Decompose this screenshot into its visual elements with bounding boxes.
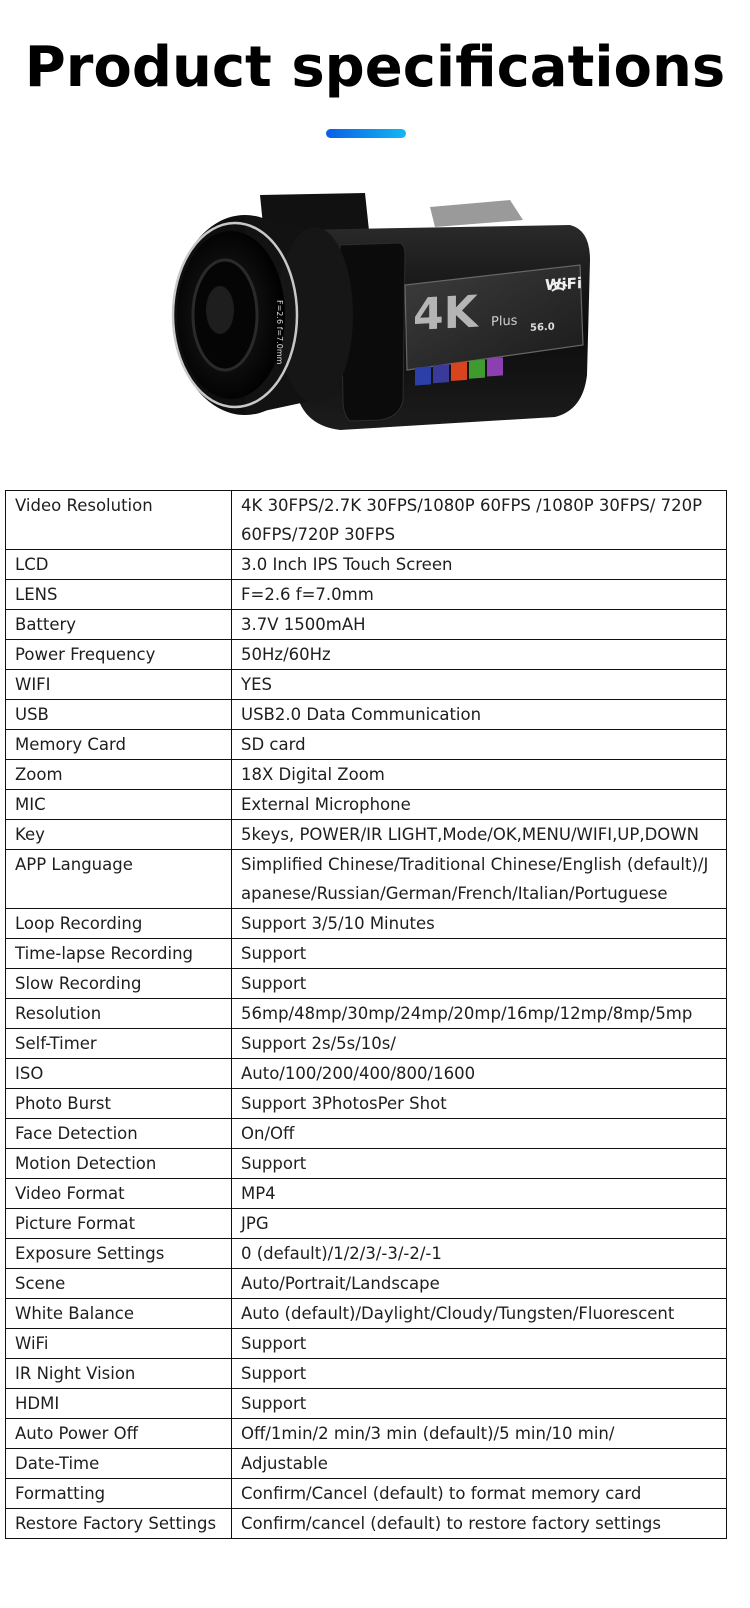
- spec-row: [6, 580, 727, 610]
- spec-label: IR Night Vision: [6, 1359, 232, 1389]
- spec-value: Support: [232, 1389, 727, 1419]
- spec-value: Support 3/5/10 Minutes: [232, 909, 727, 939]
- spec-row: [6, 939, 727, 969]
- spec-value: 0 (default)/1/2/3/-3/-2/-1: [232, 1239, 727, 1269]
- spec-value: 56mp/48mp/30mp/24mp/20mp/16mp/12mp/8mp/5mp: [232, 999, 727, 1029]
- spec-value: MP4: [232, 1179, 727, 1209]
- spec-row: [6, 1269, 727, 1299]
- spec-value: Auto (default)/Daylight/Cloudy/Tungsten/Fluorescent: [232, 1299, 727, 1329]
- spec-value: Auto/Portrait/Landscape: [232, 1269, 727, 1299]
- spec-value: Off/1min/2 min/3 min (default)/5 min/10 min/: [232, 1419, 727, 1449]
- spec-label: Resolution: [6, 999, 232, 1029]
- spec-label: Self-Timer: [6, 1029, 232, 1059]
- spec-value: External Microphone: [232, 790, 727, 820]
- spec-label: WIFI: [6, 670, 232, 700]
- spec-label: Picture Format: [6, 1209, 232, 1239]
- spec-label: Slow Recording: [6, 969, 232, 999]
- spec-label: USB: [6, 700, 232, 730]
- spec-row: [6, 1239, 727, 1269]
- spec-value: Auto/100/200/400/800/1600: [232, 1059, 727, 1089]
- spec-value: Support: [232, 939, 727, 969]
- spec-label: Time-lapse Recording: [6, 939, 232, 969]
- spec-row: [6, 491, 727, 550]
- spec-row: [6, 1059, 727, 1089]
- spec-row: [6, 550, 727, 580]
- spec-label: Battery: [6, 610, 232, 640]
- spec-value: F=2.6 f=7.0mm: [232, 580, 727, 610]
- spec-label: Date-Time: [6, 1449, 232, 1479]
- spec-row: [6, 850, 727, 909]
- spec-row: [6, 909, 727, 939]
- svg-text:56.0: 56.0: [530, 321, 555, 334]
- spec-label: White Balance: [6, 1299, 232, 1329]
- spec-label: Memory Card: [6, 730, 232, 760]
- spec-value: 5keys, POWER/IR LIGHT,Mode/OK,MENU/WIFI,UP,DOWN: [232, 820, 727, 850]
- spec-row: [6, 730, 727, 760]
- spec-value: Support: [232, 1149, 727, 1179]
- spec-row: [6, 1449, 727, 1479]
- spec-value: Simplified Chinese/Traditional Chinese/English (default)/Japanese/Russian/German/French/Italian/Portuguese: [232, 850, 727, 909]
- spec-label: Zoom: [6, 760, 232, 790]
- spec-row: [6, 640, 727, 670]
- spec-row: [6, 610, 727, 640]
- spec-row: [6, 1389, 727, 1419]
- spec-row: [6, 700, 727, 730]
- spec-row: [6, 1149, 727, 1179]
- spec-value: Support 3PhotosPer Shot: [232, 1089, 727, 1119]
- spec-row: [6, 1359, 727, 1389]
- spec-label: ISO: [6, 1059, 232, 1089]
- badge-4k: 4K: [413, 286, 478, 341]
- spec-row: [6, 670, 727, 700]
- spec-value: JPG: [232, 1209, 727, 1239]
- spec-value: 4K 30FPS/2.7K 30FPS/1080P 60FPS /1080P 30FPS/ 720P 60FPS/720P 30FPS: [232, 491, 727, 550]
- spec-label: Photo Burst: [6, 1089, 232, 1119]
- spec-label: Auto Power Off: [6, 1419, 232, 1449]
- spec-label: LCD: [6, 550, 232, 580]
- spec-value: Confirm/Cancel (default) to format memory card: [232, 1479, 727, 1509]
- spec-label: Motion Detection: [6, 1149, 232, 1179]
- spec-value: 18X Digital Zoom: [232, 760, 727, 790]
- svg-text:Plus: Plus: [491, 313, 518, 330]
- spec-label: Power Frequency: [6, 640, 232, 670]
- spec-label: Scene: [6, 1269, 232, 1299]
- specifications-table: [5, 490, 727, 1539]
- spec-label: MIC: [6, 790, 232, 820]
- spec-row: [6, 999, 727, 1029]
- spec-value: Support 2s/5s/10s/: [232, 1029, 727, 1059]
- spec-value: Support: [232, 1329, 727, 1359]
- spec-row: [6, 820, 727, 850]
- spec-row: [6, 1329, 727, 1359]
- spec-value: YES: [232, 670, 727, 700]
- spec-value: Confirm/cancel (default) to restore factory settings: [232, 1509, 727, 1539]
- spec-value: Adjustable: [232, 1449, 727, 1479]
- spec-value: SD card: [232, 730, 727, 760]
- spec-row: [6, 1029, 727, 1059]
- spec-value: Support: [232, 1359, 727, 1389]
- spec-row: [6, 760, 727, 790]
- spec-row: [6, 1209, 727, 1239]
- spec-label: Restore Factory Settings: [6, 1509, 232, 1539]
- spec-label: WiFi: [6, 1329, 232, 1359]
- spec-row: [6, 790, 727, 820]
- spec-label: Video Resolution: [6, 491, 232, 550]
- product-image-camcorder: [165, 185, 595, 440]
- spec-row: [6, 1089, 727, 1119]
- spec-label: HDMI: [6, 1389, 232, 1419]
- spec-row: [6, 1419, 727, 1449]
- spec-label: Video Format: [6, 1179, 232, 1209]
- spec-label: APP Language: [6, 850, 232, 909]
- spec-label: Exposure Settings: [6, 1239, 232, 1269]
- spec-value: Support: [232, 969, 727, 999]
- title-accent-bar: [326, 129, 406, 138]
- wifi-logo-text: WiFi: [545, 274, 583, 295]
- spec-value: 3.7V 1500mAH: [232, 610, 727, 640]
- spec-value: 50Hz/60Hz: [232, 640, 727, 670]
- spec-value: On/Off: [232, 1119, 727, 1149]
- spec-row: [6, 1479, 727, 1509]
- spec-row: [6, 1119, 727, 1149]
- spec-value: 3.0 Inch IPS Touch Screen: [232, 550, 727, 580]
- spec-value: USB2.0 Data Communication: [232, 700, 727, 730]
- spec-label: Formatting: [6, 1479, 232, 1509]
- spec-label: Key: [6, 820, 232, 850]
- spec-row: [6, 1509, 727, 1539]
- page-title: Product specifications: [24, 35, 726, 100]
- spec-row: [6, 1179, 727, 1209]
- spec-label: Loop Recording: [6, 909, 232, 939]
- spec-row: [6, 969, 727, 999]
- spec-label: LENS: [6, 580, 232, 610]
- spec-row: [6, 1299, 727, 1329]
- lens-spec-text: F=2.6 f=7.0mm: [275, 300, 284, 365]
- spec-label: Face Detection: [6, 1119, 232, 1149]
